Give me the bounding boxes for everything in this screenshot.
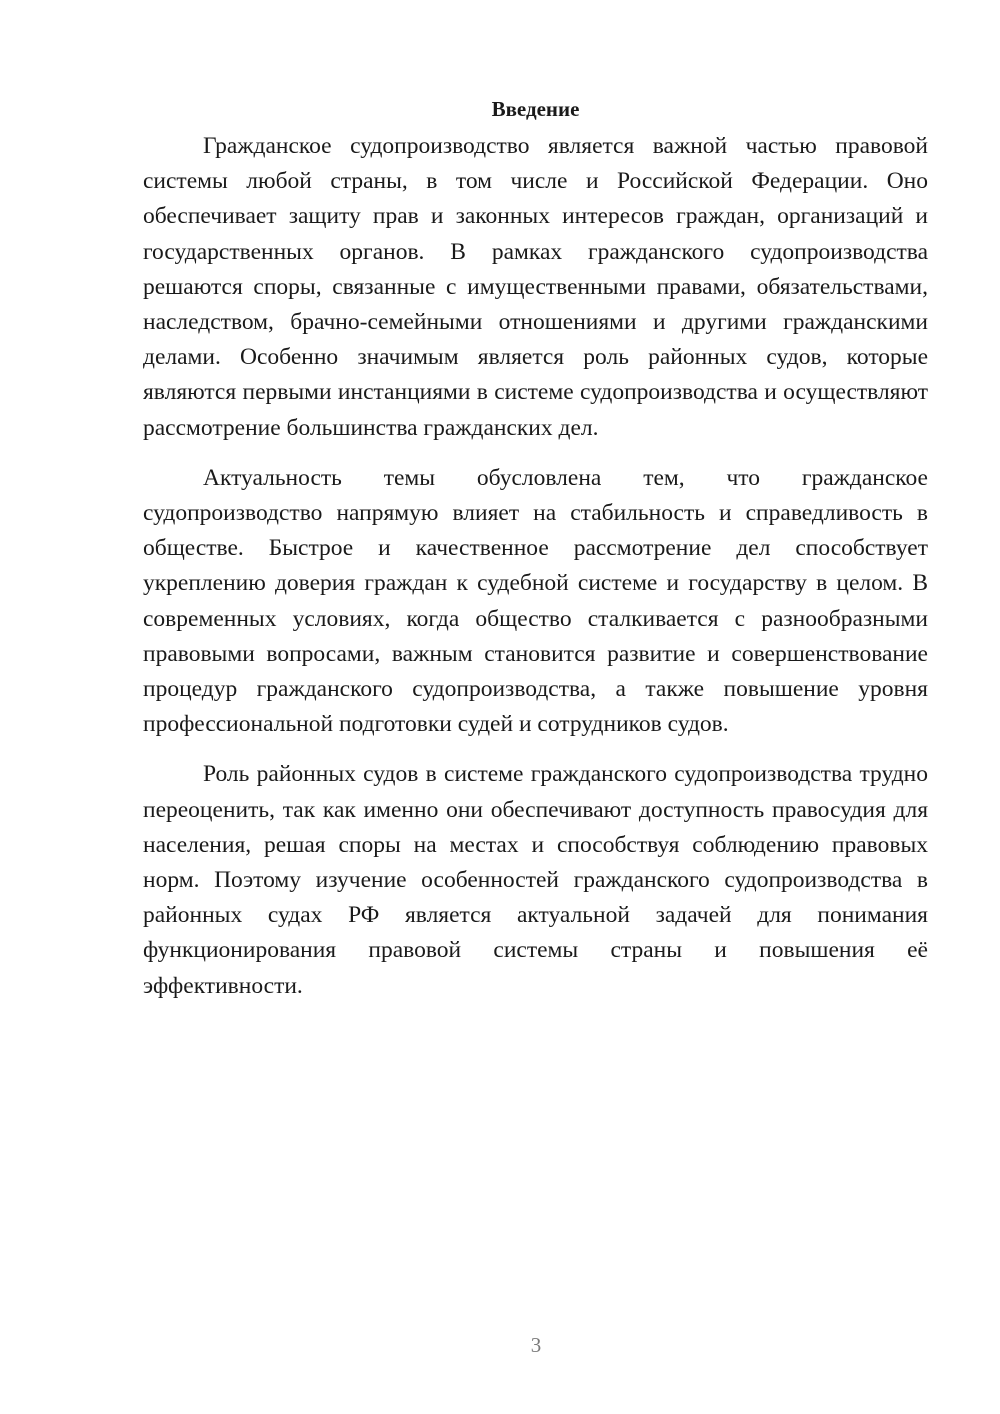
paragraph-intro: Гражданское судопроизводство является важной частью правовой системы любой страны, в том числе и Российской Федерации. Оно обеспечивает защиту прав и законных интересов граждан, организаций и государственных органов. В рамках гражданского судопроизводства решаются споры, связанные с имущественными правами, обязательствами, наследством, брачно-семейными отношениями и другими гражданскими делами. Особенно значимым является роль районных судов, которые являются первыми инстанциями в системе судопроизводства и осуществляют рассмотрение большинства гражданских дел. — [143, 133, 928, 441]
page-content — [143, 92, 928, 1004]
paragraph-relevance: Актуальность темы обусловлена тем, что гражданское судопроизводство напрямую влияет на стабильность и справедливость в обществе. Быстрое и качественное рассмотрение дел способствует укреплению доверия граждан к судебной системе и государству в целом. В современных условиях, когда общество сталкивается с разнообразными правовыми вопросами, важным становится развитие и совершенствование процедур гражданского судопроизводства, а также повышение уровня профессиональной подготовки судей и сотрудников судов. — [143, 464, 928, 738]
section-title: Введение — [491, 97, 580, 121]
paragraph-role-of-district-courts: Роль районных судов в системе гражданского судопроизводства трудно переоценить, так как именно они обеспечивают доступность правосудия для населения, решая споры на местах и способствуя соблюдению правовых норм. Поэтому изучение особенностей гражданского судопроизводства в районных судах РФ является актуальной задачей для понимания функционирования правовой системы страны и повышения её эффективности. — [143, 761, 928, 999]
page-number: 3 — [530, 1333, 542, 1357]
